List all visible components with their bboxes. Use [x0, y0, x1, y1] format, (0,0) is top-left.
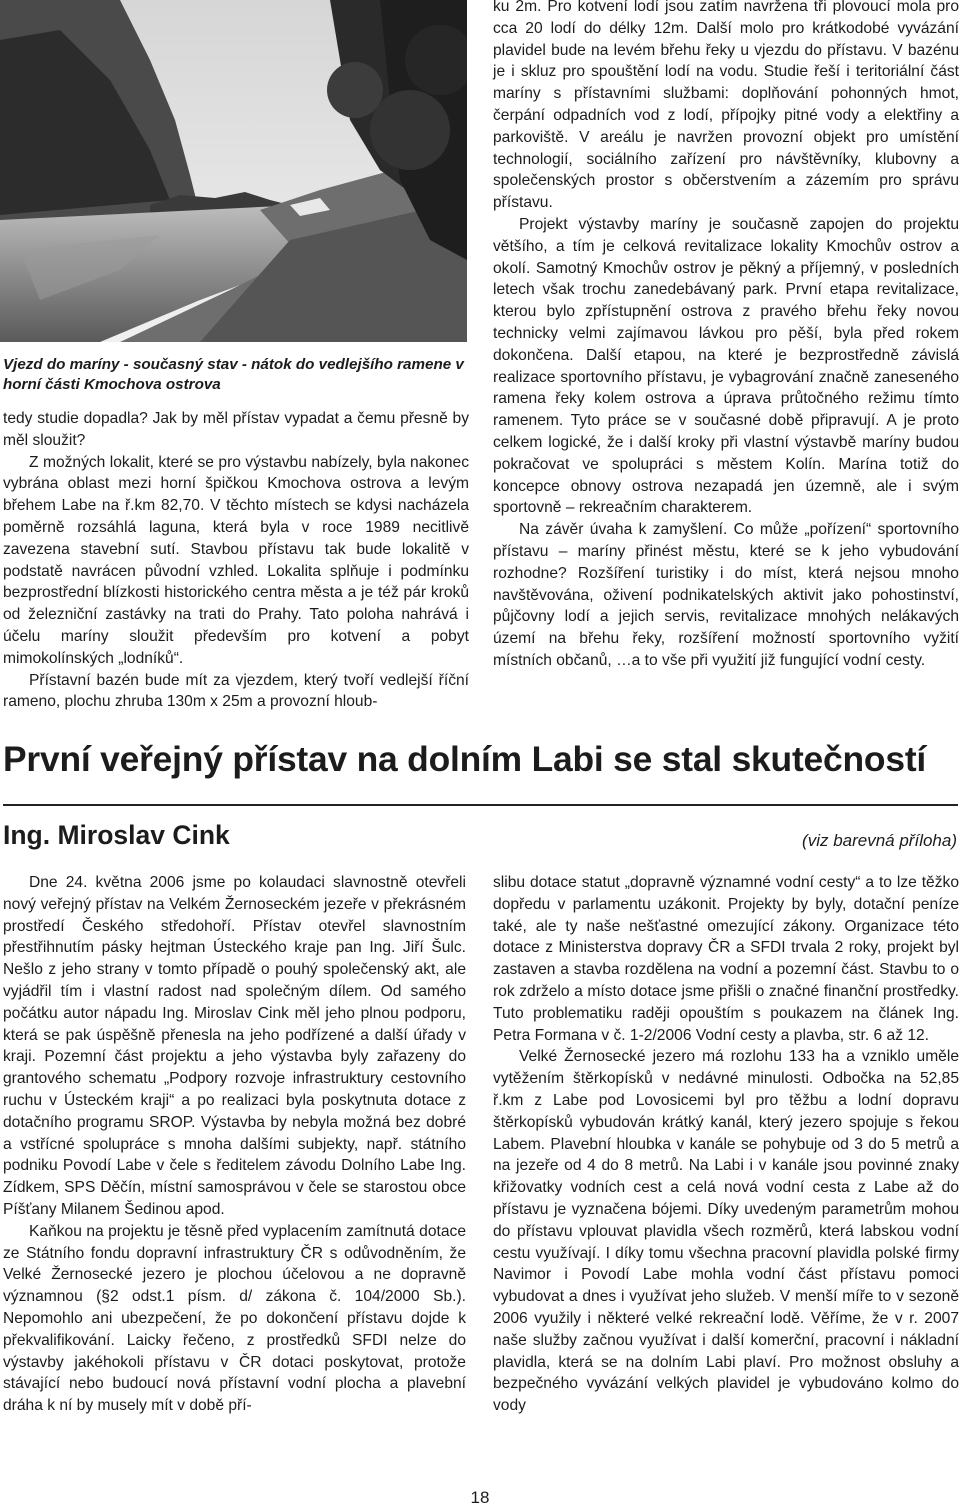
paragraph: Kaňkou na projektu je těsně před vyplacením zamítnutá dotace ze Státního fondu dopravní infrastruktury ČR s odůvodněním, že Velké Žernosecké jezero je plochou účelovou a ne dopravně významnou (§2 odst.1 písm. d/ zákona č. 104/2000 Sb.). Nepomohlo ani ubezpečení, že po dokončení přístavu dojde k překvalifikování. Laicky řečeno, z prostředků SFDI nelze do výstavby jakéhokoli přístavu v ČR dotaci poskytovat, protože stávající nebo budoucí nová přístavní vodní plocha a plavební dráha k ní by musely mít v době pří- [3, 1222, 466, 1415]
paragraph: Přístavní bazén bude mít za vjezdem, který tvoří vedlejší říční rameno, plochu zhruba 130m x 25m a provozní hloub- [3, 671, 469, 711]
photo-river-marina-entrance [0, 0, 467, 342]
column-left-upper [3, 408, 469, 713]
paragraph: Velké Žernosecké jezero má rozlohu 133 ha a vzniklo uměle vytěžením štěrkopísků v nedávné minulosti. Odbočka na 52,85 ř.km z Labe pod Lovosicemi byl pro těžbu a lodní dopravu štěrkopísků vybudován krátký kanál, který jezero spojuje s řekou Labem. Plavební hloubka v kanále se pohybuje od 3 do 5 metrů a na jezeře od 4 do 8 metrů. Na Labi i v kanále jsou povinné znaky křižovatky vodních cest a celá nová vodní cesta z Labe až do přístavu je vyznačena bójemi. Díky uvedeným parametrům mohou do přístavu vplouvat plavidla všech rozměrů, která labskou vodní cestu využívají. I díky tomu všechna pracovní plavidla polské firmy Navimor i Povodí Labe mohla vodní část přístavu pomoci vybudovat a dnes i využívat jeho služeb. V menší míře to v sezoně 2006 využily i některé velké rekreační lodě. Věříme, že v r. 2007 naše služby začnou využívat i další komerční, pracovní i nákladní plavidla, která se na dolním Labi plaví. Pro možnost obsluhy a bezpečného vyvázání velkých plavidel je vybudováno kolmo do vody [493, 1048, 959, 1415]
photo-illustration [0, 0, 467, 342]
paragraph: Projekt výstavby maríny je současně zapojen do projektu většího, a tím je celková revitalizace lokality Kmochův ostrov a okolí. Samotný Kmochův ostrov je pěkný a příjemný, v posledních letech však trochu zanedebávaný park. První etapa revitalizace, kterou bylo zpřístupnění ostrova z pravého břehu řeky novou technicky velmi zajímavou lávkou pro pěší, byla před rokem dokončena. Další etapou, na které je bezprostředně závislá realizace sportovního přístavu, je vybagrování značně zaneseného ramena řeky kolem ostrova a úprava průtočného režimu tímto ramenem. Tyto práce se v současné době připravují. A je proto celkem logické, že i další kroky při vlastní výstavbě maríny budou pokračovat ve spolupráci s městem Kolín. Marína totiž do koncepce obnovy ostrova nezapadá jen územně, ale i svým sportovně – rekreačním charakterem. [493, 215, 959, 517]
headline-divider [3, 804, 958, 806]
paragraph: tedy studie dopadla? Jak by měl přístav vypadat a čemu přesně by měl sloužit? [3, 410, 469, 449]
article-author: Ing. Miroslav Cink [3, 820, 230, 850]
column-right-upper [493, 0, 959, 672]
color-supplement-note: (viz barevná příloha) [802, 831, 957, 850]
article-headline: První veřejný přístav na dolním Labi se stal skutečností [3, 739, 927, 779]
column-left-lower [3, 872, 466, 1417]
paragraph: Z možných lokalit, které se pro výstavbu nabízely, byla nakonec vybrána oblast mezi horní špičkou Kmochova ostrova a levým břehem Labe na ř.km 82,70. V těchto místech se kdysi nacházela poměrně rozsáhlá laguna, která byla v roce 1989 necitlivě zavezena stavební sutí. Stavbou přístavu tak bude lokalitě v podstatě navrácen původní vzhled. Lokalita splňuje i podmínku bezprostřední blízkosti historického centra města a je též pár kroků od železniční zastávky na trati do Prahy. Tato poloha nahrává i účelu maríny sloužit především pro kotvení a pobyt mimokolínských „lodníků“. [3, 453, 469, 667]
paragraph: Dne 24. května 2006 jsme po kolaudaci slavnostně otevřeli nový veřejný přístav na Velkém Žernoseckém jezeře v překrásném prostředí Českého středohoří. Přístav otevřel slavnostním přestřihnutím pásky hejtman Ústeckého kraje pan Ing. Jiří Šulc. Nešlo z jeho strany v tomto případě o pouhý společenský akt, ale vyjádřil tím i vlastní radost nad společným dílem. Od samého počátku autor nápadu Ing. Miroslav Cink měl jeho plnou podporu, která se pak úspěšně přenesla na jeho podřízené a další úřady v kraji. Pozemní část projektu a jeho výstavba byly zařazeny do grantového schematu „Podpory rozvoje infrastruktury cestovního ruchu v Ústeckém kraji“ a po realizaci byla poskytnuta dotace z dotačního programu SROP. Výstavba by nebyla možná bez dobré a vstřícné spolupráce s mnoha dalšími subjekty, např. státního podniku Povodí Labe v čele s ředitelem závodu Dolního Labe Ing. Zídkem, SPS Děčín, místní samosprávou v čele se starostou obce Píšťany Milanem Šedinou apod. [3, 874, 466, 1218]
page-number: 18 [470, 1488, 490, 1507]
photo-caption: Vjezd do maríny - současný stav - nátok do vedlejšího ramene v horní části Kmochova ostrova [3, 356, 464, 393]
paragraph: Na závěr úvaha k zamyšlení. Co může „pořízení“ sportovního přístavu – maríny přinést městu, které se k jeho vybudování rozhodne? Rozšíření turistiky i do míst, která nejsou mnoho navštěvována, oživení podnikatelských aktivit jako pohostinství, půjčovny lodí a jejich servis, revitalizace mnohých nelákavých území na břehu řeky, rozšíření možností sportovního vyžití místních občanů, …a to vše při využití již fungující vodní cesty. [493, 521, 959, 669]
column-right-lower [493, 872, 959, 1417]
paragraph: ku 2m. Pro kotvení lodí jsou zatím navržena tři plovoucí mola pro cca 20 lodí do délky 12m. Další molo pro krátkodobé vyvázání plavidel bude na levém břehu řeky u vjezdu do přístavu. V bazénu je i skluz pro spouštění lodí na vodu. Studie řeší i teritoriální část maríny s přístavními službami: doplňování pohonných hmot, čerpání odpadních vod z lodí, přípojky pitné vody a elektřiny a parkoviště. V areálu je navržen provozní objekt pro umístění technologií, sociálního zařízení pro návštěvníky, klubovny a společenských prostor s občerstvením a zázemím pro správu přístavu. [493, 0, 959, 212]
paragraph: slibu dotace statut „dopravně významné vodní cesty“ a to lze těžko dopředu v parlamentu uzákonit. Projekty by byly, dotační peníze také, ale ty naše nešťastné omezující zákony. Organizace této dotace z Ministerstva dopravy ČR a SFDI trvala 2 roky, projekt byl zastaven a stavba rozdělena na vodní a pozemní část. Stavbu to o rok zdrželo a místo dotace jsme přišli o značné finanční prostředky. Tuto problematiku raději opouštím s poukazem na článek Ing. Petra Formana v č. 1-2/2006 Vodní cesty a plavba, str. 6 až 12. [493, 874, 959, 1044]
